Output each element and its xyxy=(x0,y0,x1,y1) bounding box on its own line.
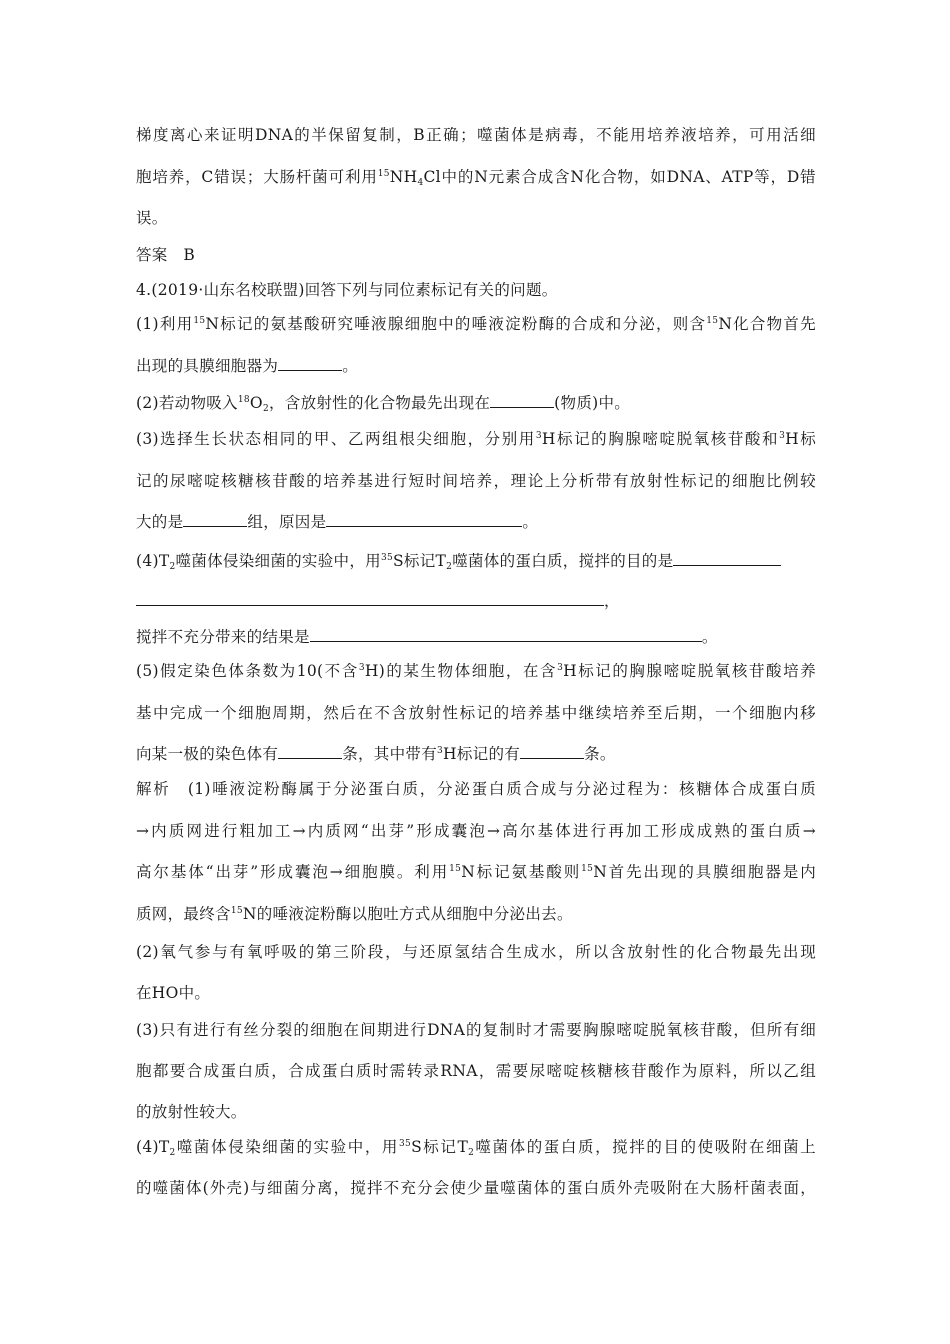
analysis-line: →内质网进行粗加工→内质网“出芽”形成囊泡→高尔基体进行再加工形成成熟的蛋白质→ xyxy=(136,822,816,840)
analysis-line: 高尔基体“出芽”形成囊泡→细胞膜。利用$^{15}$N标记氨基酸则$^{15}$N首先出现的具膜细胞器是内 xyxy=(136,863,816,881)
question-part-3-cont: 记的尿嘧啶核糖核苷酸的培养基进行短时间培养，理论上分析带有放射性标记的细胞比例较 xyxy=(136,472,816,490)
analysis-line: 胞都要合成蛋白质，合成蛋白质时需转录RNA，需要尿嘧啶核糖核苷酸作为原料，所以乙组 xyxy=(136,1062,816,1080)
answer-blank[interactable] xyxy=(136,590,604,606)
analysis-line: 质网，最终含$^{15}$N的唾液淀粉酶以胞吐方式从细胞中分泌出去。 xyxy=(136,905,573,923)
question-part-5-cont: 基中完成一个细胞周期，然后在不含放射性标记的培养基中继续培养至后期，一个细胞内移 xyxy=(136,704,816,722)
answer-blank[interactable] xyxy=(490,392,554,408)
question-part-4-cont: 搅拌不充分带来的结果是 。 xyxy=(136,628,718,646)
question-part-4-cont: ， xyxy=(136,590,816,612)
text-line: 误。 xyxy=(136,209,168,227)
analysis-line: (3)只有进行有丝分裂的细胞在间期进行DNA的复制时才需要胸腺嘧啶脱氧核苷酸，但所有细 xyxy=(136,1021,816,1039)
analysis-line: 在HO中。 xyxy=(136,984,211,1002)
question-part-3-cont: 大的是 组，原因是 。 xyxy=(136,513,539,531)
question-part-3: (3)选择生长状态相同的甲、乙两组根尖细胞，分别用$^3$H标记的胸腺嘧啶脱氧核苷酸和$^3$H标 xyxy=(136,430,816,448)
question-part-5-cont: 向某一极的染色体有 条，其中带有$^3$H标记的有 条。 xyxy=(136,745,616,763)
question-part-2: (2)若动物吸入$^{18}O_2$，含放射性的化合物最先出现在 (物质)中。 xyxy=(136,394,631,414)
analysis-line: 解析 (1)唾液淀粉酶属于分泌蛋白质，分泌蛋白质合成与分泌过程为：核糖体合成蛋白质 xyxy=(136,780,816,798)
answer-blank[interactable] xyxy=(326,511,522,527)
answer-blank[interactable] xyxy=(310,626,702,642)
question-stem: 4.(2019·山东名校联盟)回答下列与同位素标记有关的问题。 xyxy=(136,281,558,299)
question-part-5: (5)假定染色体条数为10(不含$^3$H)的某生物体细胞，在含$^3$H标记的胸腺嘧啶脱氧核苷酸培养 xyxy=(136,662,816,680)
analysis-line: 的噬菌体(外壳)与细菌分离，搅拌不充分会使少量噬菌体的蛋白质外壳吸附在大肠杆菌表面， xyxy=(136,1179,816,1197)
question-part-1: (1)利用$^{15}$N标记的氨基酸研究唾液腺细胞中的唾液淀粉酶的合成和分泌，则含$^{15}$N化合物首先 xyxy=(136,315,816,333)
analysis-line: $(4)T_2$噬菌体侵染细菌的实验中，用$^{35}$S标记$T_2$噬菌体的蛋白质，搅拌的目的使吸附在细菌上 xyxy=(136,1138,816,1158)
answer-blank[interactable] xyxy=(673,550,781,566)
answer-blank[interactable] xyxy=(520,743,584,759)
answer-line: 答案 B xyxy=(136,246,196,264)
text-line: 梯度离心来证明DNA的半保留复制，B正确；噬菌体是病毒，不能用培养液培养，可用活细 xyxy=(136,126,816,144)
answer-blank[interactable] xyxy=(278,355,342,371)
analysis-line: 的放射性较大。 xyxy=(136,1103,247,1121)
question-part-4: $(4)T_2$噬菌体侵染细菌的实验中，用$^{35}$S标记$T_2$噬菌体的蛋白质，搅拌的目的是 xyxy=(136,550,816,572)
question-part-1-cont: 出现的具膜细胞器为 。 xyxy=(136,357,359,375)
text-line: 胞培养，C错误；大肠杆菌可利用$^{15}NH_4Cl$中的N元素合成含N化合物，如DNA、ATP等，D错 xyxy=(136,168,816,188)
analysis-line: (2)氧气参与有氧呼吸的第三阶段，与还原氢结合生成水，所以含放射性的化合物最先出现 xyxy=(136,943,816,961)
answer-blank[interactable] xyxy=(278,743,342,759)
answer-blank[interactable] xyxy=(183,511,247,527)
